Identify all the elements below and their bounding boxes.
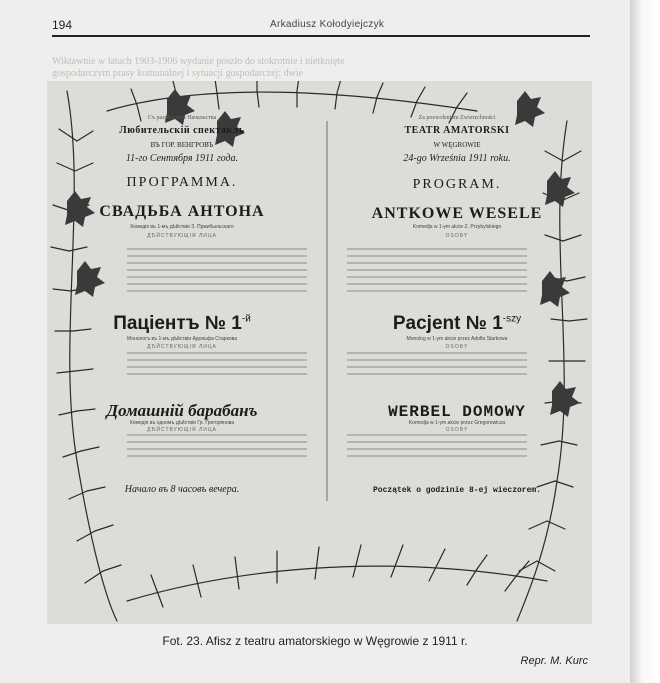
- performance-date: 24-go Września 1911 roku.: [403, 153, 511, 164]
- figure-caption: Fot. 23. Afisz z teatru amatorskiego w Węgrowie z 1911 r.: [162, 634, 468, 648]
- city-name: ВЪ ГОР. ВЕНГРОВЪ: [150, 141, 214, 149]
- play-subtitle: Komedja w 1-ym akcie przez Gregorowicza: [408, 420, 506, 426]
- page-number: 194: [52, 18, 73, 32]
- play-title: СВАДЬБА АНТОНА: [99, 203, 265, 220]
- bleed-through-text: Wiktawnie w latach 1903-1906 wydanie poszło do stokrotnie i nietknięte: [52, 56, 345, 67]
- city-name: W WĘGROWIE: [433, 141, 481, 149]
- troupe-name: Любительскій спектакль: [119, 125, 245, 136]
- poster-right-column-polish: [322, 81, 592, 624]
- programme-heading: PROGRAM.: [412, 177, 502, 192]
- performance-date: 11-го Сентября 1911 года.: [125, 153, 239, 164]
- start-time: Początek o godzinie 8-ej wieczorem.: [372, 486, 542, 495]
- play-subtitle: Komedja w 1-ym akcie Z. Przybylskiego: [412, 224, 502, 230]
- troupe-name: TEATR AMATORSKI: [404, 125, 510, 136]
- cast-heading: ДѢЙСТВУЮЩІЯ ЛИЦА: [147, 427, 217, 433]
- header-rule: [52, 35, 590, 37]
- cast-heading: ДѢЙСТВУЮЩІЯ ЛИЦА: [147, 233, 217, 239]
- bleed-through-text: gospodarczym prasy komunalnej i sytuacji gospodarczej: dwie: [52, 68, 304, 79]
- play-title: Паціентъ № $1^{-й}$: [113, 313, 251, 334]
- cast-heading: OSOBY: [445, 344, 469, 350]
- running-head: Arkadiusz Kołodyiejczyk: [270, 19, 385, 30]
- start-time: Начало въ 8 часовъ вечера.: [124, 484, 240, 495]
- play-title: WERBEL DOMOWY: [388, 403, 526, 421]
- play-subtitle: Комедія въ 1-мъ дѣйствіи З. Пржибыльскаго: [130, 224, 234, 230]
- permission-note: Съ разрѣшенія Начальства: [147, 115, 217, 121]
- play-subtitle: Monolog w 1-ym akcie przez Adolfa Starkowa: [406, 336, 508, 342]
- play-title: Домашній барабанъ: [106, 401, 258, 420]
- programme-heading: ПРОГРАММА.: [126, 175, 238, 190]
- play-title: ANTKOWE WESELE: [371, 205, 543, 222]
- photo-credit: Repr. M. Kurc: [520, 655, 588, 667]
- page-edge: [630, 0, 660, 683]
- cast-heading: ДѢЙСТВУЮЩІЯ ЛИЦА: [147, 344, 217, 350]
- cast-heading: OSOBY: [445, 233, 469, 239]
- play-subtitle: Монологъ въ 1-мъ дѣйствіи Адольфа Старкова: [127, 336, 237, 342]
- play-subtitle: Комедія въ одномъ дѣйствіи Гр. Грегорянова: [129, 420, 235, 426]
- cast-heading: OSOBY: [445, 427, 469, 433]
- play-title: Pacjent № $1^{-szy}$: [392, 313, 522, 334]
- permission-note: Za pozwoleniem Zwierzchności: [418, 115, 496, 121]
- poster-left-column-russian: [47, 81, 317, 624]
- poster-photo: [47, 81, 592, 624]
